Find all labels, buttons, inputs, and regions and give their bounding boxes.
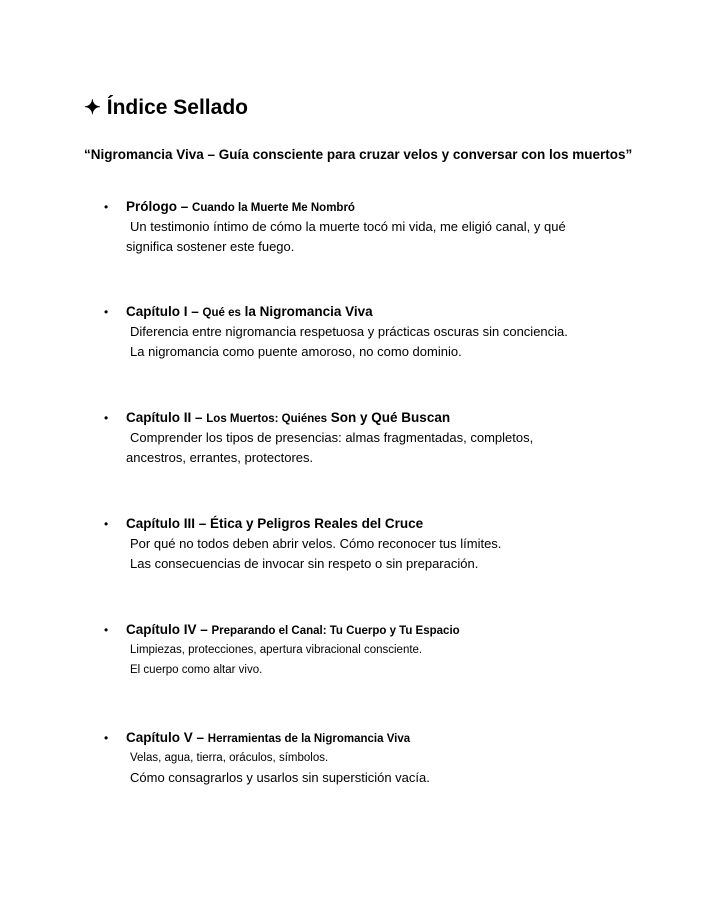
entry-subtitle: Herramientas de la Nigromancia Viva: [207, 733, 411, 745]
description-line: Limpiezas, protecciones, apertura vibracional consciente.: [130, 644, 423, 656]
four-pointed-star-icon: ✦: [84, 97, 101, 119]
description-line: Comprender los tipos de presencias: almas fragmentadas, completos,: [130, 430, 534, 445]
entry-heading: [126, 197, 355, 218]
subtitle-large-part: Son y Qué Buscan: [327, 410, 451, 425]
entry-label: Capítulo IV: [126, 622, 197, 637]
entry-heading: [126, 620, 460, 641]
entry-description: [124, 748, 624, 788]
entry-dash: –: [196, 622, 212, 637]
entry-dash: –: [177, 199, 193, 214]
entry-dash: –: [191, 410, 207, 425]
entry-dash: –: [195, 516, 211, 531]
entry-description: [124, 217, 624, 257]
entry-subtitle: Cuando la Muerte Me Nombró: [192, 202, 355, 214]
description-line: Un testimonio íntimo de cómo la muerte tocó mi vida, me eligió canal, y qué: [130, 219, 566, 234]
entry-subtitle: [202, 304, 373, 319]
entry-label: Capítulo II: [126, 410, 192, 425]
description-line: Cómo consagrarlos y usarlos sin superstición vacía.: [130, 770, 430, 785]
description-line: Velas, agua, tierra, oráculos, símbolos.: [130, 752, 329, 764]
bullet-icon: •: [104, 411, 109, 425]
entry-description: [124, 534, 624, 574]
bullet-icon: •: [104, 731, 109, 745]
entry-label: Capítulo V: [126, 730, 193, 745]
entry-subtitle: Preparando el Canal: Tu Cuerpo y Tu Espacio: [211, 625, 460, 637]
entry-subtitle: [206, 410, 451, 425]
entry-label: Prólogo: [126, 199, 177, 214]
entry-heading: [126, 728, 410, 749]
entry-description: [124, 322, 624, 362]
description-line: Diferencia entre nigromancia respetuosa y prácticas oscuras sin conciencia.: [130, 324, 568, 339]
entry-heading: [126, 408, 450, 429]
title-text: Índice Sellado: [106, 96, 248, 119]
description-line: La nigromancia como puente amoroso, no como dominio.: [130, 344, 462, 359]
bullet-icon: •: [104, 305, 109, 319]
description-line: ancestros, errantes, protectores.: [126, 450, 314, 465]
subtitle-small-part: Los Muertos: Quiénes: [206, 413, 328, 425]
document-subtitle: “Nigromancia Viva – Guía consciente para cruzar velos y conversar con los muertos”: [84, 147, 633, 162]
bullet-icon: •: [104, 623, 109, 637]
description-line: Por qué no todos deben abrir velos. Cómo reconocer tus límites.: [130, 536, 502, 551]
page-title: [84, 95, 248, 121]
subtitle-large-part: la Nigromancia Viva: [240, 304, 373, 319]
entry-subtitle: Ética y Peligros Reales del Cruce: [210, 516, 424, 531]
entry-label: Capítulo I: [126, 304, 188, 319]
entry-heading: [126, 302, 373, 323]
description-line: Las consecuencias de invocar sin respeto o sin preparación.: [130, 556, 479, 571]
description-line: significa sostener este fuego.: [126, 239, 295, 254]
subtitle-small-part: Qué es: [202, 307, 241, 319]
entry-dash: –: [187, 304, 203, 319]
entry-heading: [126, 514, 423, 534]
bullet-icon: •: [104, 517, 109, 531]
description-line: El cuerpo como altar vivo.: [130, 664, 263, 676]
entry-dash: –: [192, 730, 208, 745]
entry-description: [124, 640, 624, 680]
entry-label: Capítulo III: [126, 516, 195, 531]
entry-description: [124, 428, 624, 468]
bullet-icon: •: [104, 200, 109, 214]
